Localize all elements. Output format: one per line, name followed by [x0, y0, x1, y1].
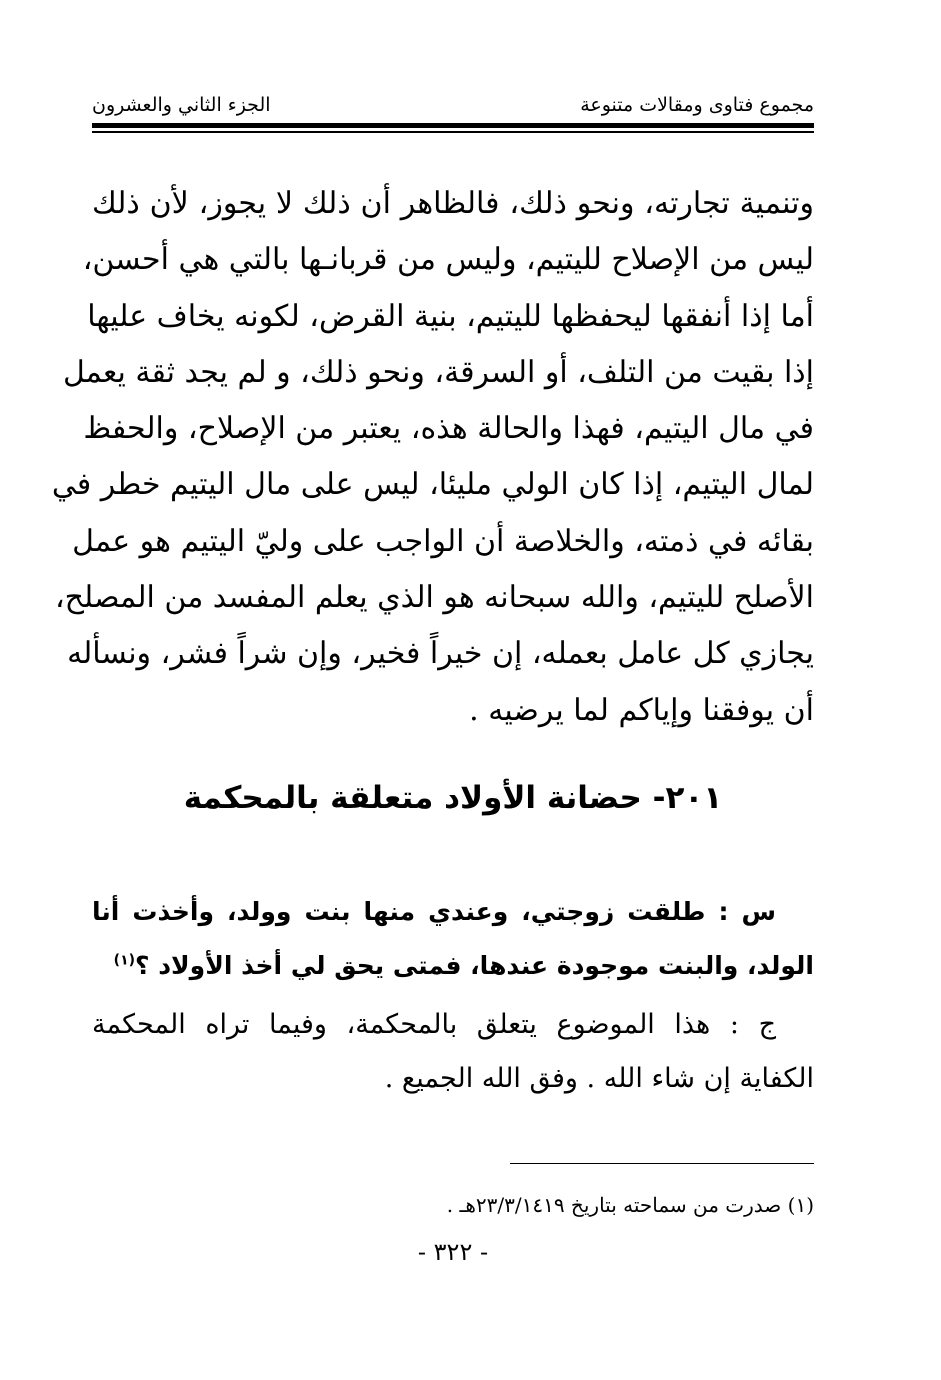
- section-title: ٢٠١- حضانة الأولاد متعلقة بالمحكمة: [183, 780, 723, 816]
- answer-line-2: الكفاية إن شاء الله . وفق الله الجميع .: [384, 1063, 814, 1094]
- footnote-separator: [510, 1163, 814, 1164]
- question-line-2-text: الولد، والبنت موجودة عندها، فمتى يحق لي أخذ الأولاد ؟: [135, 951, 814, 980]
- body-line: في مال اليتيم، فهذا والحالة هذه، يعتبر من الإصلاح، والحفظ: [83, 411, 814, 447]
- body-line: أما إذا أنفقها ليحفظها لليتيم، بنية القرض، لكونه يخاف عليها: [87, 298, 814, 334]
- page-number: - ٣٢٢ -: [417, 1238, 489, 1266]
- header-rule-thick: [92, 123, 814, 128]
- footnote: (١) صدرت من سماحته بتاريخ ٢٣/٣/١٤١٩هـ .: [446, 1193, 814, 1217]
- body-paragraph: [51, 176, 814, 739]
- body-line: الأصلح لليتيم، والله سبحانه هو الذي يعلم المفسد من المصلح،: [55, 580, 814, 616]
- body-line: يجازي كل عامل بعمله، إن خيراً فخير، وإن شراً فشر، ونسأله: [67, 636, 814, 672]
- answer-line-1: ج : هذا الموضوع يتعلق بالمحكمة، وفيما تراه المحكمة: [92, 1009, 776, 1040]
- body-line: لمال اليتيم، إذا كان الولي مليئا، ليس على مال اليتيم خطر في: [51, 467, 814, 503]
- body-line: بقائه في ذمته، والخلاصة أن الواجب على وليّ اليتيم هو عمل: [72, 523, 814, 559]
- question-line-2: [92, 939, 814, 993]
- header-rule-thin: [92, 131, 814, 133]
- running-header: [92, 86, 814, 116]
- document-page: [51, 0, 814, 1380]
- question-block: [92, 885, 814, 993]
- body-line: وتنمية تجارته، ونحو ذلك، فالظاهر أن ذلك لا يجوز، لأن ذلك: [92, 186, 814, 221]
- footnote-ref: (١): [113, 952, 136, 969]
- answer-block: [92, 998, 814, 1106]
- body-line: ليس من الإصلاح لليتيم، وليس من قربانـها بالتي هي أحسن،: [82, 242, 814, 278]
- header-book-title: مجموع فتاوى ومقالات متنوعة: [580, 94, 814, 116]
- question-line-1: س : طلقت زوجتي، وعندي منها بنت وولد، وأخذت أنا: [92, 897, 776, 926]
- header-volume: الجزء الثاني والعشرون: [92, 94, 271, 116]
- body-line: أن يوفقنا وإياكم لما يرضيه .: [469, 692, 814, 728]
- body-line: إذا بقيت من التلف، أو السرقة، ونحو ذلك، و لم يجد ثقة يعمل: [62, 354, 814, 390]
